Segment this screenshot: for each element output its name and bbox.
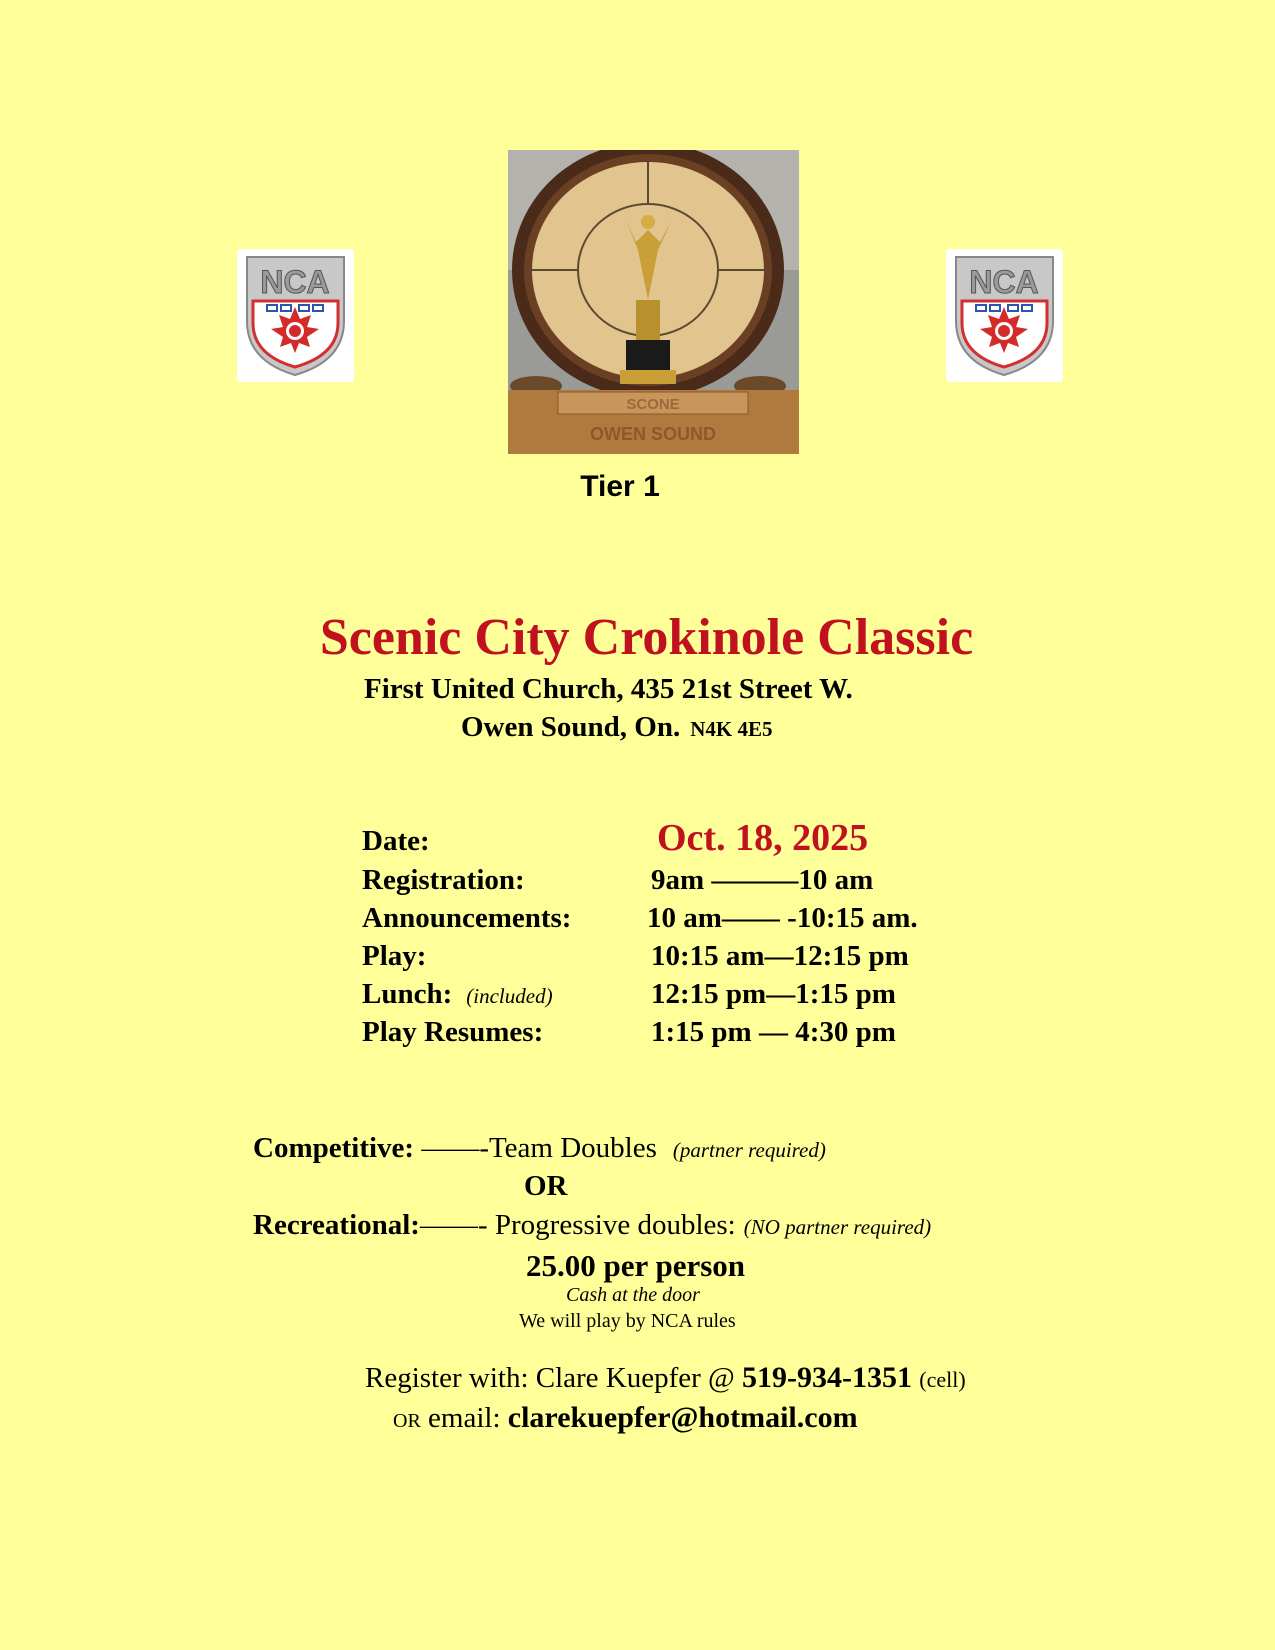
- cash-note: Cash at the door: [566, 1284, 700, 1306]
- recreational-note: (NO partner required): [743, 1215, 932, 1239]
- address-city: Owen Sound, On.: [461, 711, 681, 743]
- lunch-label: [362, 978, 553, 1011]
- play-label: Play:: [362, 940, 427, 972]
- lunch-note: (included): [466, 984, 553, 1008]
- phone-number: 519-934-1351: [742, 1361, 912, 1394]
- competitive-line: [253, 1132, 826, 1165]
- trophy-photo: [508, 150, 799, 454]
- or-separator: OR: [524, 1170, 568, 1202]
- email-prefix: email:: [420, 1402, 508, 1434]
- plate-bottom-text: OWEN SOUND: [590, 424, 716, 444]
- logo-text: NCA: [260, 264, 330, 300]
- email-address: clarekuepfer@hotmail.com: [507, 1401, 858, 1434]
- recreational-text: ——- Progressive doubles:: [419, 1209, 736, 1241]
- tier-heading: [0, 470, 1275, 504]
- play-resumes-label: Play Resumes:: [362, 1016, 544, 1048]
- announcements-time: 10 am—— -10:15 am.: [647, 902, 918, 934]
- date-label: Date:: [362, 825, 430, 857]
- lunch-label-text: Lunch:: [362, 978, 453, 1010]
- phone-note: (cell): [919, 1367, 966, 1392]
- play-resumes-time: 1:15 pm — 4:30 pm: [651, 1016, 896, 1048]
- nca-logo-right: [946, 249, 1063, 382]
- lunch-time: 12:15 pm—1:15 pm: [651, 978, 896, 1010]
- registration-time: 9am ———10 am: [651, 864, 874, 896]
- postal-code: N4K 4E5: [690, 717, 773, 741]
- price: 25.00 per person: [526, 1248, 746, 1283]
- plate-top-text: SCONE: [626, 396, 680, 413]
- competitive-note: (partner required): [672, 1138, 826, 1162]
- nca-logo-left: [237, 249, 354, 382]
- email-or: OR: [393, 1410, 421, 1432]
- recreational-label: Recreational:: [253, 1209, 420, 1241]
- event-title: Scenic City Crokinole Classic: [319, 609, 974, 666]
- registration-label: Registration:: [362, 864, 525, 896]
- register-prefix: Register with: Clare Kuepfer @: [365, 1362, 743, 1394]
- competitive-text: ——-Team Doubles: [414, 1132, 657, 1164]
- play-time: 10:15 am—12:15 pm: [651, 940, 909, 972]
- rules-note: We will play by NCA rules: [519, 1310, 736, 1332]
- logo-text: NCA: [969, 264, 1039, 300]
- address-line-2: [461, 711, 772, 744]
- nca-shield-icon: [946, 249, 1063, 382]
- recreational-line: [253, 1209, 931, 1242]
- competitive-label: Competitive:: [253, 1132, 415, 1164]
- date-value: Oct. 18, 2025: [657, 817, 869, 859]
- email-line: [393, 1401, 858, 1435]
- tier-text: Tier 1: [580, 470, 660, 503]
- address-line-1: First United Church, 435 21st Street W.: [364, 673, 853, 705]
- register-line: [365, 1361, 966, 1395]
- announcements-label: Announcements:: [362, 902, 572, 934]
- nca-shield-icon: [237, 249, 354, 382]
